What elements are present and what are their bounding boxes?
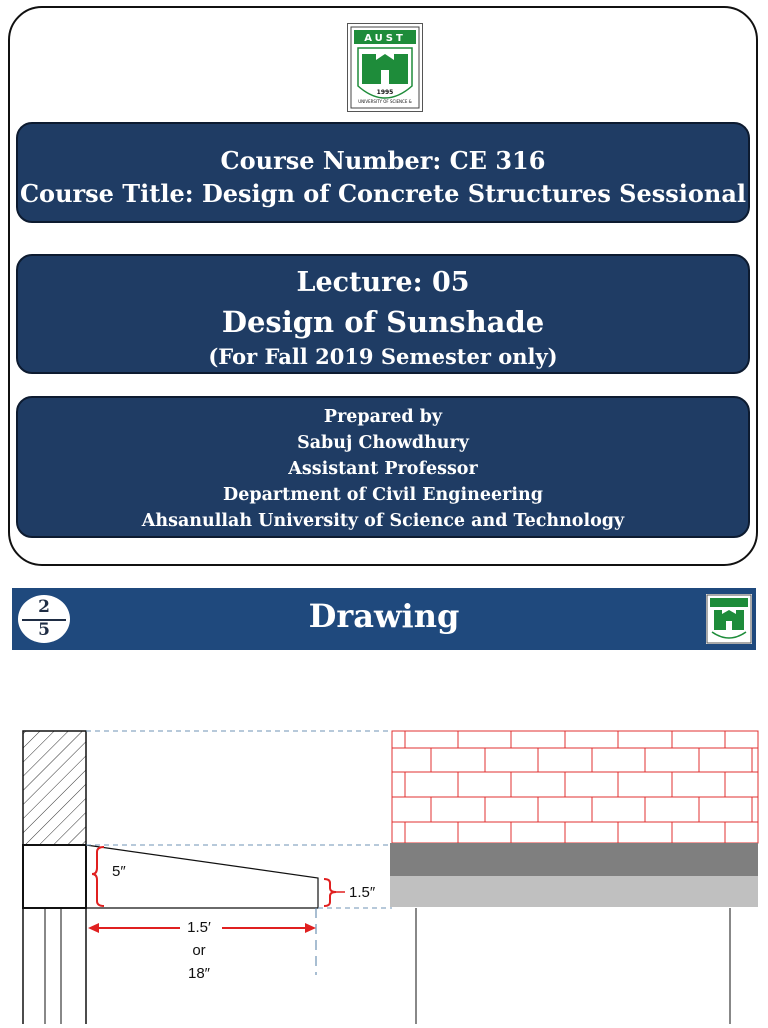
- tip-depth-brace: [324, 879, 336, 906]
- page-indicator: [18, 595, 70, 643]
- course-info-box: [16, 122, 750, 223]
- sunshade-svg: [0, 700, 768, 1024]
- root-depth-label: 5″: [112, 863, 126, 880]
- projection-arrowhead-right: [305, 923, 316, 933]
- projection-in-label: 18″: [188, 965, 210, 982]
- lintel-beam: [23, 845, 86, 908]
- logo-motto: UNIVERSITY OF SCIENCE &: [358, 99, 412, 104]
- root-depth-brace: [92, 847, 104, 906]
- lecture-box: [16, 254, 750, 374]
- lecture-topic: Design of Sunshade: [221, 305, 545, 339]
- page-current: 2: [38, 597, 50, 617]
- author-position: Assistant Professor: [288, 459, 478, 479]
- slab-elevation-dark: [390, 843, 758, 876]
- prepared-by-label: Prepared by: [323, 407, 443, 427]
- slab-elevation-light: [390, 876, 758, 907]
- aust-logo: [347, 23, 423, 112]
- slide-header-banner: [12, 588, 756, 650]
- course-number: Course Number: CE 316: [220, 146, 546, 175]
- brick-elevation: [392, 731, 758, 843]
- tip-depth-label: 1.5″: [349, 884, 376, 901]
- page-total: 5: [38, 620, 50, 640]
- sunshade-drawing: [0, 700, 768, 1024]
- aust-logo-small: [706, 594, 752, 644]
- projection-arrowhead-left: [88, 923, 99, 933]
- author-university: Ahsanullah University of Science and Technology: [141, 511, 625, 531]
- projection-ft-label: 1.5′: [187, 919, 211, 936]
- course-title: Course Title: Design of Concrete Structures Sessional: [19, 179, 747, 208]
- logo-acronym: AUST: [364, 33, 406, 44]
- author-department: Department of Civil Engineering: [223, 485, 543, 505]
- slide-title: Drawing: [308, 597, 460, 635]
- author-name: Sabuj Chowdhury: [297, 433, 469, 453]
- projection-or-label: or: [192, 942, 206, 959]
- lecture-note: (For Fall 2019 Semester only): [208, 344, 558, 369]
- logo-year: 1995: [376, 89, 394, 96]
- wall-hatch: [23, 731, 86, 845]
- author-box: [16, 396, 750, 538]
- lecture-number: Lecture: 05: [296, 267, 470, 298]
